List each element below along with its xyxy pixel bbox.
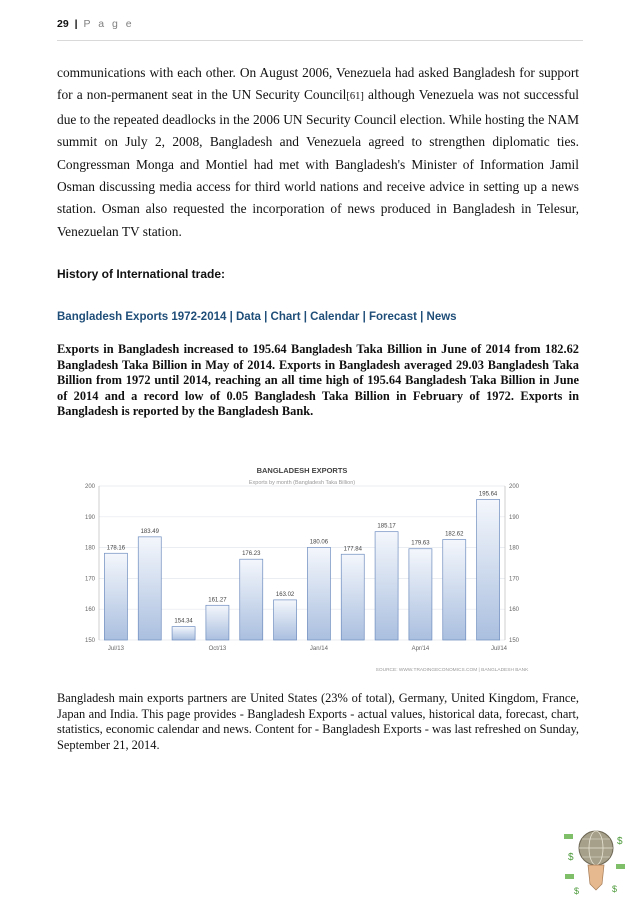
money-globe-logo xyxy=(560,824,630,898)
bar-value-label: 177.84 xyxy=(343,546,362,553)
chart-title: BANGLADESH EXPORTS xyxy=(256,466,348,475)
bar-value-label: 195.64 xyxy=(478,491,498,498)
svg-text:$: $ xyxy=(574,886,580,896)
y-tick-label-left: 180 xyxy=(84,545,95,552)
y-tick-label-left: 150 xyxy=(84,638,95,644)
svg-text:$: $ xyxy=(568,852,574,863)
bar-Apr-14 xyxy=(409,549,432,640)
header-separator: | xyxy=(74,18,78,30)
bar-Dec-13 xyxy=(274,600,297,640)
para1-text-before: communications with each other. On August 2006, Venezuela had asked Bangladesh for support for a non-permanent seat in the UN Security Council xyxy=(57,65,579,103)
bar-value-label: 163.02 xyxy=(275,591,295,598)
y-tick-label-right: 160 xyxy=(509,607,520,614)
chart-subtitle: Exports by month (Bangladesh Taka Billion) xyxy=(248,480,356,486)
x-tick-label: Jan/14 xyxy=(309,646,328,652)
bar-Oct-13 xyxy=(206,605,229,640)
exports-chart-svg xyxy=(57,460,587,680)
bar-value-label: 185.17 xyxy=(377,523,396,530)
exports-chart xyxy=(57,460,587,685)
paragraph-export-partners: Bangladesh main exports partners are United States (23% of total), Germany, United Kingdom, France, Japan and India. This page provides - Bangladesh Exports - actual values, historical data, forecast, chart, statistics, economic calendar and news. Content for - Bangladesh Exports - was last refreshed on Sunday, September 21, 2014. xyxy=(57,691,579,752)
bar-Aug-13 xyxy=(138,537,161,640)
bar-Feb-14 xyxy=(341,554,364,640)
bar-Jul-13 xyxy=(104,553,127,640)
bar-value-label: 179.63 xyxy=(411,540,430,547)
section-heading: History of International trade: xyxy=(57,267,226,281)
bar-value-label: 180.06 xyxy=(309,539,329,546)
paragraph-venezuela xyxy=(57,62,579,243)
x-tick-label: Oct/13 xyxy=(208,646,227,652)
x-tick-label: Apr/14 xyxy=(411,646,430,652)
y-tick-label-left: 200 xyxy=(84,484,95,490)
page-label: P a g e xyxy=(83,18,135,30)
citation-link[interactable]: [61] xyxy=(346,91,364,103)
y-tick-label-right: 190 xyxy=(509,514,520,521)
chart-source: SOURCE: WWW.TRADINGECONOMICS.COM | BANGLADESH BANK xyxy=(375,668,529,673)
y-tick-label-left: 160 xyxy=(84,607,95,614)
y-tick-label-right: 200 xyxy=(509,484,520,490)
y-tick-label-right: 170 xyxy=(509,576,520,583)
y-tick-label-left: 190 xyxy=(84,514,95,521)
bar-Jun-14 xyxy=(477,499,500,640)
page-number: 29 xyxy=(57,18,69,30)
para1-text-after: although Venezuela was not successful due to the repeated deadlocks in the 2006 UN Security Council election. While hosting the NAM summit on July 2, 2008, Bangladesh and Venezuela agreed to strengthen diplomatic ties. Congressman Monga and Montiel had met with Bangladesh's Minister of Information Jamil Osman discussing media access for third world nations and receive advice in setting up a news station. Osman also requested the incorporation of news produced in Bangladesh in Telesur, Venezuelan TV station. xyxy=(57,87,579,239)
y-tick-label-right: 180 xyxy=(509,545,520,552)
bar-value-label: 182.62 xyxy=(445,531,464,538)
bar-value-label: 178.16 xyxy=(106,545,126,552)
bar-value-label: 183.49 xyxy=(140,528,159,535)
svg-text:$: $ xyxy=(617,836,623,847)
bar-Jan-14 xyxy=(307,547,330,640)
x-tick-label: Jul/13 xyxy=(107,646,124,652)
paragraph-exports-summary: Exports in Bangladesh increased to 195.64 Bangladesh Taka Billion in June of 2014 from 182.62 Bangladesh Taka Billion in May of 2014. Exports in Bangladesh averaged 29.03 Bangladesh Taka Billion from 1972 until 2014, reaching an all time high of 195.64 Bangladesh Taka Billion in June of 2014 and a record low of 0.05 Bangladesh Taka Billion in February of 1972. Exports in Bangladesh is reported by the Bangladesh Bank. xyxy=(57,342,579,418)
bar-May-14 xyxy=(443,540,466,640)
exports-subheading-link[interactable]: Bangladesh Exports 1972-2014 | Data | Chart | Calendar | Forecast | News xyxy=(57,311,457,323)
bar-Nov-13 xyxy=(240,559,263,640)
y-tick-label-right: 150 xyxy=(509,638,520,644)
bar-value-label: 176.23 xyxy=(242,551,261,558)
bar-value-label: 154.34 xyxy=(174,618,193,625)
y-tick-label-left: 170 xyxy=(84,576,95,583)
x-tick-label: Jul/14 xyxy=(490,646,508,652)
page-header xyxy=(57,18,583,41)
bar-value-label: 161.27 xyxy=(208,597,227,604)
bar-Sep-13 xyxy=(172,627,195,640)
bar-Mar-14 xyxy=(375,532,398,640)
svg-text:$: $ xyxy=(612,884,618,894)
